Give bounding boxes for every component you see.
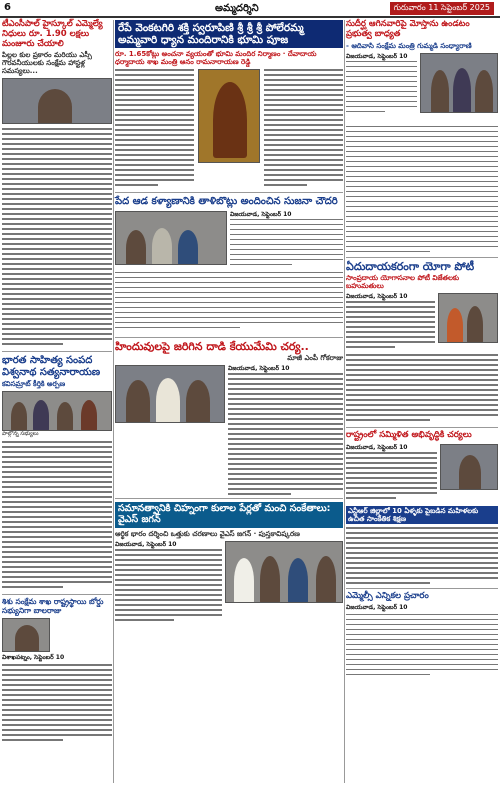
article-headline: సుదీర్ఘ ఆగినవారిపై మోస్తాను ఉండటం ప్రభుత్వ బాధ్యత (346, 19, 470, 39)
dateline: విజయవాడ, సెప్టెంబర్ 10 (115, 541, 177, 549)
article-headline: సమానత్వానికి చిహ్నంగా కులాల పేర్లతో మంచి సంకేతాలు: వైఎస్ జగన్ (115, 502, 343, 528)
article-body (2, 441, 112, 591)
article-body (230, 211, 343, 269)
article-body (346, 614, 498, 678)
article-subheadline: కవిసమ్రాట్ కీర్తికి అర్పణ (2, 380, 66, 389)
article-body (346, 53, 417, 123)
article-body (346, 293, 435, 351)
article-subheadline: ఎన్టీఆర్ జిల్లాలో 10 ఏళ్ళకు పైబడిన మహిళలకు ఉచిత సాంకేతిక శిక్షణ (346, 506, 498, 524)
article-photo (438, 293, 498, 343)
newspaper-name: అమ్మదర్శిని (215, 3, 259, 14)
dateline: విజయవాడ, సెప్టెంబర్ 10 (230, 210, 292, 218)
dateline: విజయవాడ, సెప్టెంబర్ 10 (346, 444, 408, 452)
article-photo (2, 78, 112, 124)
article-photo (115, 211, 227, 265)
article-headline: ఏదుదాయకరంగా యోగా పోటీ (346, 259, 475, 273)
article-body (115, 272, 343, 334)
article-subheadline: పిల్లల కుల ప్రకారం మరియు ఎస్సీ గౌరవనీయులకు సంక్షేమ హాస్టళ్ల సమస్యలు... (2, 51, 92, 76)
photo-caption: పాల్గొన్న సభ్యులు (2, 431, 39, 438)
article-subheadline: సాంప్రదాయ యోగాసనాల పోటీ విజేతలకు బహుమతులు (346, 274, 459, 291)
column-divider (113, 20, 114, 783)
article-headline: హిందువులపై జరిగిన దాడి కేయుమేమి చర్య.. (115, 339, 309, 353)
article-body (2, 664, 112, 744)
goddess-photo (198, 69, 260, 163)
article-photo (115, 365, 225, 423)
article-photo (420, 53, 498, 113)
article-body (346, 444, 437, 504)
article-body (2, 128, 112, 348)
article-body (346, 527, 498, 585)
article-body (264, 69, 343, 189)
article-body (346, 354, 498, 424)
article-headline: రాష్ట్రంలో సమ్మిళిత అభివృద్ధికి చర్యలు (346, 430, 472, 441)
article-headline: రేపే వెంకటగిరి శక్తి స్వరూపిణి శ్రీ శ్రీ శ్రీ పోలేరమ్మ అమ్మవారి ధ్యాన మందిరానికి భూమి పూజ (115, 20, 343, 48)
article-headline: పేద ఆడ కళ్యాణానికి తాళిబొట్లు అందించిన సుజనా చౌదరి (115, 196, 338, 208)
article-photo (2, 391, 112, 431)
article-subheadline: - ఆదివాసి సంక్షేమ మంత్రి గుమ్మడి సంధ్యారాణి (346, 41, 472, 50)
issue-date: గురువారం 11 సెప్టెంబర్ 2025 (390, 2, 494, 15)
middle-column (115, 20, 343, 783)
article-subheadline: ఆర్థిక భారం దర్శించి ఒత్తుకు చరణాలు వైఎస్ జగన్ · పుస్తకావిష్కరణ (115, 530, 300, 539)
article-subheadline: రూ. 1.65కోట్లు అంచనా వ్యయంతో భూమి మందిర నిర్మాణం · దేవాదాయ ధర్మాదాయ శాఖ మంత్రి ఆనం రామనారాయణ రెడ్డి (115, 50, 317, 67)
dateline: విజయవాడ, సెప్టెంబర్ 10 (346, 293, 408, 301)
article-headline: శిశు సంక్షేమ శాఖ రాష్ట్రస్థాయి బోర్డు సభ్యునిగా బాలరాజు (2, 597, 104, 615)
column-divider (344, 20, 345, 783)
article-headline: టీఎంసీపాల్ హైస్కూల్ ఎమ్మెల్యే నిధులు రూ. 1.90 లక్షలు మంజూరు చేయాలి (2, 19, 103, 49)
article-subheadline: మాజీ ఎంపీ గోకరాజు (287, 354, 343, 363)
article-photo (225, 541, 343, 603)
article-photo (2, 618, 50, 652)
article-headline: భారత సాహిత్య సంపద విశ్వనాథ సత్యనారాయణ (2, 355, 101, 378)
article-photo (440, 444, 498, 490)
page-header (0, 0, 500, 18)
article-body (228, 365, 343, 495)
right-column (346, 20, 498, 783)
left-column (2, 20, 112, 783)
page-number: 6 (4, 2, 11, 13)
article-body (346, 126, 498, 254)
article-body (115, 69, 194, 189)
dateline: విజయవాడ, సెప్టెంబర్ 10 (346, 52, 408, 60)
dateline: విజయవాడ, సెప్టెంబర్ 10 (346, 603, 408, 611)
article-headline: ఎమ్మెల్సీ ఎన్నికల ప్రచారం (346, 591, 429, 602)
dateline: విశాఖపట్నం, సెప్టెంబర్ 10 (2, 654, 65, 662)
dateline: విజయవాడ, సెప్టెంబర్ 10 (228, 365, 290, 373)
article-body (115, 541, 222, 623)
